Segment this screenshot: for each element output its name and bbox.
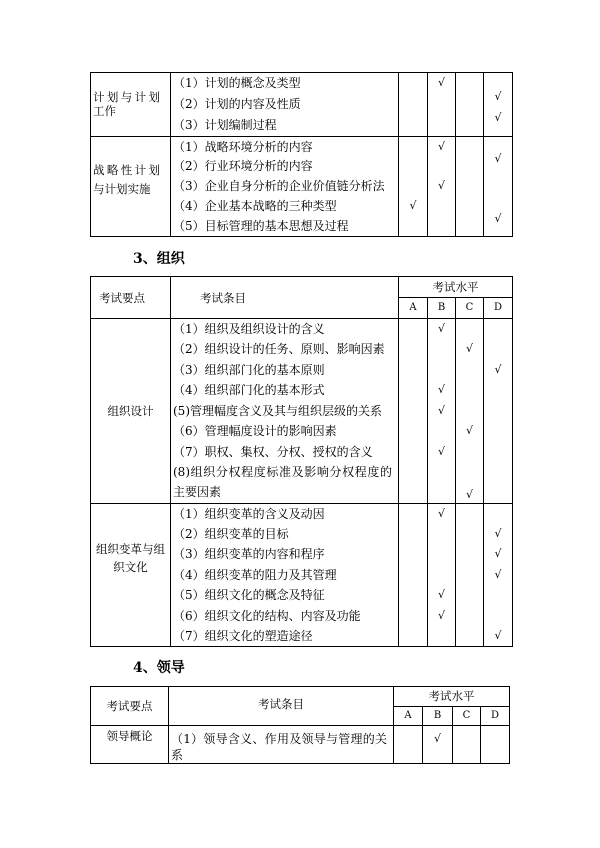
check-mark: √ (494, 111, 502, 125)
level-cell-a (399, 94, 428, 115)
level-cell-c (456, 585, 484, 606)
item-text: （4）组织部门化的基本形式 (173, 383, 325, 398)
item-text-cell (171, 462, 399, 503)
item-text-cell (171, 565, 399, 586)
item-text-cell (171, 176, 399, 196)
level-cell-a (394, 726, 423, 764)
level-cell-a (399, 196, 428, 216)
item-text: （3）组织变革的内容和程序 (173, 547, 325, 562)
level-cell-d (484, 152, 513, 176)
level-cell-c (456, 462, 484, 503)
level-cell-c (456, 442, 484, 463)
item-text-cell (171, 339, 399, 360)
item-text: (8)组织分权程度标准及影响分权程度的 (173, 465, 392, 480)
level-cell-b (423, 726, 453, 764)
item-text-cell (171, 544, 399, 565)
level-cell-c (456, 115, 484, 136)
item-text-cell (171, 73, 399, 94)
level-cell-d (484, 401, 513, 422)
item-text-cell (171, 196, 399, 216)
level-cell-c (456, 136, 484, 156)
topic-label-cell (91, 136, 171, 236)
level-cell-c (453, 726, 481, 764)
table-body (91, 73, 513, 237)
level-cell-d (484, 421, 513, 442)
level-cell-d (484, 524, 513, 545)
level-cell-c (456, 94, 484, 115)
level-cell-c (456, 380, 484, 401)
topic-label-cell (91, 726, 169, 764)
table-header (91, 277, 513, 319)
level-cell-b (428, 401, 456, 422)
item-row (91, 136, 513, 156)
item-text-cell (171, 115, 399, 136)
level-cell-b (428, 156, 456, 176)
level-cell-a (399, 216, 428, 236)
level-header-d: D (484, 298, 513, 319)
check-mark: √ (437, 588, 445, 602)
level-cell-b (428, 626, 456, 647)
check-mark: √ (494, 629, 502, 642)
level-cell-b (428, 503, 456, 524)
check-mark: √ (433, 732, 441, 745)
level-cell-a (399, 73, 428, 94)
level-cell-d (484, 442, 513, 463)
check-mark: √ (437, 139, 445, 153)
item-text: （1）战略环境分析的内容 (173, 139, 313, 154)
topic-label-cell (91, 319, 171, 504)
level-cell-a (399, 115, 428, 136)
level-cell-c (456, 216, 484, 236)
item-text: （2）行业环境分析的内容 (173, 159, 313, 174)
item-text-cell (171, 319, 399, 340)
level-cell-a (399, 380, 428, 401)
item-text-cell (171, 421, 399, 442)
header-exam-items: 考试条目 (169, 687, 394, 726)
level-cell-a (399, 462, 428, 503)
level-cell-d (484, 360, 513, 381)
topic-label-line: 领导概论 (106, 729, 153, 743)
section-heading-organizing: 3、组织 (133, 251, 185, 267)
level-cell-b (428, 565, 456, 586)
table-body (91, 319, 513, 647)
level-cell-c (456, 196, 484, 216)
item-row (91, 503, 513, 524)
level-cell-a (399, 156, 428, 176)
topic-label-line: 战略性计划 (93, 163, 160, 178)
header-exam-points: 考试要点 (91, 277, 171, 319)
check-mark: √ (494, 567, 502, 581)
level-cell-d (484, 503, 513, 524)
check-mark: √ (494, 526, 502, 540)
level-cell-a (399, 565, 428, 586)
level-cell-b (428, 421, 456, 442)
item-text: 系 (171, 748, 184, 762)
header-exam-items: 考试条目 (171, 277, 399, 319)
level-cell-d (484, 319, 513, 340)
item-text-cell (169, 726, 394, 764)
item-text: （2）组织变革的目标 (173, 526, 289, 541)
level-cell-d (484, 339, 513, 360)
level-cell-d (484, 544, 513, 565)
level-cell-d (484, 176, 513, 196)
item-text-cell (171, 216, 399, 236)
level-cell-b (428, 94, 456, 115)
item-text: （5）目标管理的基本思想及过程 (173, 219, 349, 234)
check-mark: √ (437, 444, 445, 458)
item-text-cell (171, 380, 399, 401)
check-mark: √ (465, 487, 473, 501)
item-row (91, 319, 513, 340)
level-cell-d (484, 585, 513, 606)
level-header-d: D (481, 706, 510, 726)
table-header (91, 687, 510, 726)
header-exam-level: 考试水平 (399, 277, 513, 298)
item-text-cell (171, 94, 399, 115)
item-text: （7）组织文化的塑造途径 (173, 629, 313, 643)
level-cell-b (428, 115, 456, 136)
item-text-cell (171, 156, 399, 176)
level-cell-b (428, 442, 456, 463)
level-header-a: A (394, 706, 423, 726)
level-header-c: C (453, 706, 481, 726)
level-cell-c (456, 421, 484, 442)
level-cell-b (428, 360, 456, 381)
level-cell-b (428, 339, 456, 360)
level-cell-c (456, 401, 484, 422)
topic-label-line: 织文化 (113, 559, 148, 574)
item-text-cell (171, 360, 399, 381)
check-mark: √ (494, 152, 502, 166)
header-exam-level: 考试水平 (394, 687, 510, 707)
topic-label-line: 组织设计 (107, 403, 154, 418)
level-cell-a (399, 544, 428, 565)
level-cell-c (456, 339, 484, 360)
topic-label-line: 计划与计划 (93, 90, 160, 105)
level-cell-d (484, 606, 513, 627)
level-cell-b (428, 380, 456, 401)
level-header-c: C (456, 298, 484, 319)
header-exam-points: 考试要点 (91, 687, 169, 726)
level-cell-b (428, 319, 456, 340)
level-cell-c (456, 73, 484, 94)
level-cell-c (456, 544, 484, 565)
level-cell-b (428, 196, 456, 216)
check-mark: √ (437, 179, 445, 193)
level-cell-b (428, 176, 456, 196)
level-cell-c (456, 524, 484, 545)
item-text: 主要因素 (173, 485, 222, 500)
item-text-cell (171, 442, 399, 463)
level-cell-a (399, 360, 428, 381)
level-cell-c (456, 565, 484, 586)
item-text: （1）计划的概念及类型 (173, 76, 301, 91)
topic-label-cell (91, 503, 171, 647)
item-text-cell (171, 585, 399, 606)
item-text: （2）组织设计的任务、原则、影响因素 (173, 342, 385, 357)
level-cell-a (399, 585, 428, 606)
level-cell-b (428, 606, 456, 627)
level-cell-c (456, 319, 484, 340)
topic-label-line: 工作 (93, 104, 116, 119)
level-cell-d (484, 380, 513, 401)
level-cell-c (456, 606, 484, 627)
check-mark: √ (437, 403, 445, 417)
level-cell-a (399, 401, 428, 422)
syllabus-table-planning (90, 72, 513, 237)
level-cell-b (428, 585, 456, 606)
level-cell-a (399, 319, 428, 340)
section-heading-leading: 4、领导 (133, 660, 185, 676)
item-text: （1）领导含义、作用及领导与管理的关 (171, 732, 387, 746)
level-cell-c (456, 176, 484, 196)
item-text: （3）企业自身分析的企业价值链分析法 (173, 179, 385, 194)
level-cell-a (399, 421, 428, 442)
level-cell-d (481, 726, 510, 764)
item-text: （4）企业基本战略的三种类型 (173, 199, 337, 214)
level-cell-a (399, 524, 428, 545)
level-cell-a (399, 606, 428, 627)
item-text: （3）计划编制过程 (173, 118, 277, 133)
item-text-cell (171, 503, 399, 524)
level-cell-a (399, 136, 428, 156)
topic-label-cell (91, 73, 171, 137)
topic-label-line: 组织变革与组 (96, 541, 165, 556)
item-text: （7）职权、集权、分权、授权的含义 (173, 444, 373, 459)
item-text-cell (171, 524, 399, 545)
check-mark: √ (494, 547, 502, 561)
check-mark: √ (494, 362, 502, 376)
item-text-cell (171, 401, 399, 422)
item-text: （1）组织变革的含义及动因 (173, 506, 325, 521)
item-text: （6）组织文化的结构、内容及功能 (173, 608, 361, 623)
level-cell-a (399, 339, 428, 360)
syllabus-table-organizing (90, 276, 513, 647)
syllabus-table-leading (90, 686, 510, 764)
item-text-cell (171, 606, 399, 627)
level-cell-b (428, 544, 456, 565)
level-cell-d (484, 565, 513, 586)
level-cell-b (428, 462, 456, 503)
table-body (91, 726, 510, 764)
check-mark: √ (437, 76, 445, 90)
level-cell-c (456, 156, 484, 176)
item-row (91, 73, 513, 94)
level-cell-c (456, 360, 484, 381)
item-text: （6）管理幅度设计的影响因素 (173, 424, 337, 439)
item-text: （4）组织变革的阻力及其管理 (173, 567, 337, 582)
level-cell-b (428, 136, 456, 156)
item-text: （1）组织及组织设计的含义 (173, 322, 325, 336)
level-header-b: B (428, 298, 456, 319)
check-mark: √ (437, 506, 445, 520)
level-header-a: A (399, 298, 428, 319)
item-text: （5）组织文化的概念及特征 (173, 588, 325, 603)
check-mark: √ (437, 608, 445, 622)
item-row (91, 726, 510, 764)
level-cell-a (399, 176, 428, 196)
level-cell-a (399, 503, 428, 524)
item-text-cell (171, 626, 399, 647)
level-header-b: B (423, 706, 453, 726)
level-cell-d (484, 462, 513, 503)
check-mark: √ (409, 199, 417, 213)
check-mark: √ (465, 424, 473, 438)
level-cell-d (484, 212, 513, 236)
level-cell-c (456, 626, 484, 647)
level-cell-b (428, 73, 456, 94)
check-mark: √ (494, 212, 502, 226)
level-cell-b (428, 524, 456, 545)
level-cell-d (484, 111, 513, 136)
level-cell-a (399, 626, 428, 647)
level-cell-c (456, 503, 484, 524)
item-text-cell (171, 136, 399, 156)
check-mark: √ (437, 322, 445, 335)
item-text: （2）计划的内容及性质 (173, 97, 301, 112)
level-cell-a (399, 442, 428, 463)
check-mark: √ (494, 90, 502, 104)
check-mark: √ (437, 383, 445, 397)
item-text: （3）组织部门化的基本原则 (173, 362, 325, 377)
level-cell-d (484, 626, 513, 647)
check-mark: √ (465, 342, 473, 356)
item-text: (5)管理幅度含义及其与组织层级的关系 (173, 403, 382, 418)
level-cell-b (428, 216, 456, 236)
topic-label-line: 与计划实施 (93, 182, 151, 197)
